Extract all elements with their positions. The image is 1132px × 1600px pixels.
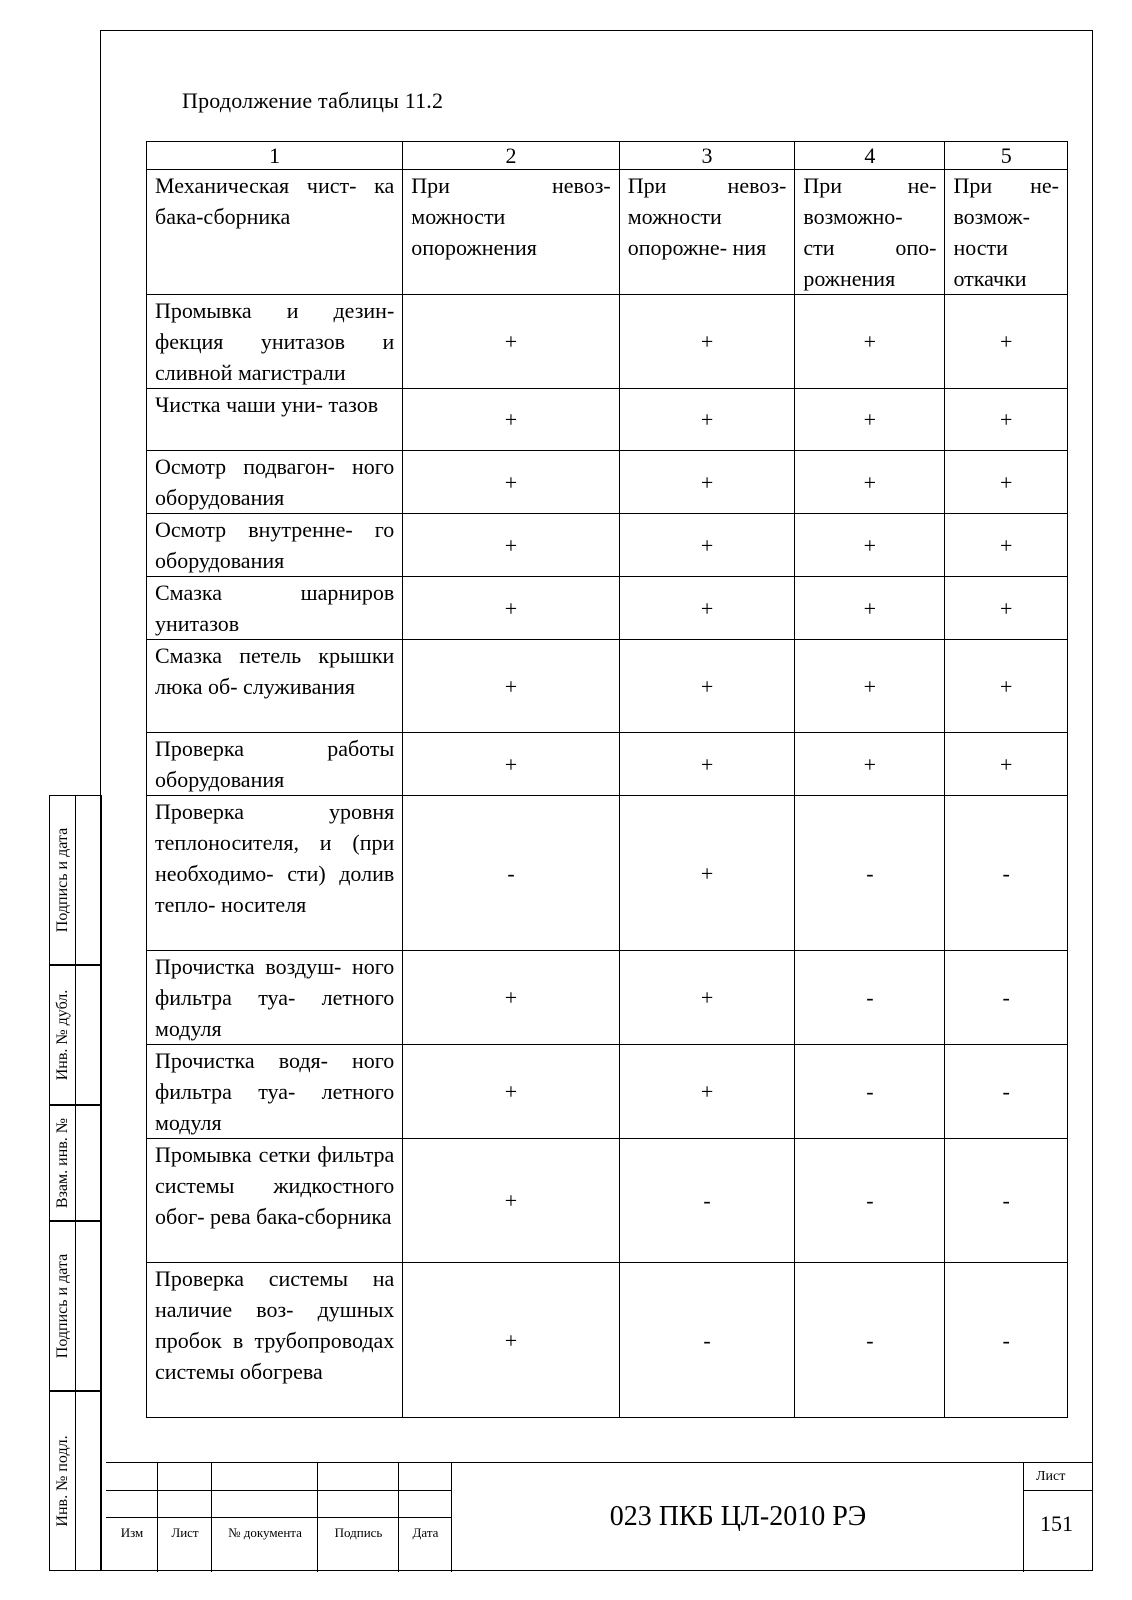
mark-cell: - <box>945 951 1068 1045</box>
table-row <box>147 1045 1068 1139</box>
mark-cell: + <box>945 577 1068 640</box>
mark-cell: + <box>619 796 795 951</box>
col-label-date: Дата <box>412 1525 439 1540</box>
table-header-row <box>147 142 1068 170</box>
mark-cell: - <box>795 1139 945 1263</box>
mark-cell: + <box>403 514 619 577</box>
table-row <box>147 1139 1068 1263</box>
mark-cell: + <box>795 514 945 577</box>
table-row <box>147 951 1068 1045</box>
operation-name-cell: Проверка уровня теплоносителя, и (при необходимо- сти) долив тепло- носителя <box>147 796 403 951</box>
header-cell-5: 5 <box>945 142 1068 170</box>
header-cell-2: 2 <box>403 142 619 170</box>
mark-cell: + <box>403 451 619 514</box>
mark-cell: При не- возмож- ности откачки <box>945 170 1068 295</box>
operation-name-cell: Чистка чаши уни- тазов <box>147 389 403 451</box>
side-strip-duplicate-inv <box>49 965 102 1105</box>
mark-cell: + <box>403 295 619 389</box>
operation-name-cell: Прочистка водя- ного фильтра туа- летного модуля <box>147 1045 403 1139</box>
mark-cell: + <box>403 951 619 1045</box>
mark-cell: + <box>619 514 795 577</box>
mark-cell: + <box>403 1045 619 1139</box>
table-caption: Продолжение таблицы 11.2 <box>182 88 444 113</box>
mark-cell: + <box>619 295 795 389</box>
mark-cell: При не- возможно- сти опо- рожнения <box>795 170 945 295</box>
mark-cell: - <box>945 1263 1068 1418</box>
side-label: Подпись и дата <box>53 1253 71 1359</box>
table-row <box>147 514 1068 577</box>
mark-cell: + <box>945 640 1068 733</box>
mark-cell: + <box>619 951 795 1045</box>
side-label: Инв. № подл. <box>53 1435 71 1527</box>
mark-cell: - <box>795 1045 945 1139</box>
mark-cell: - <box>945 1045 1068 1139</box>
mark-cell: - <box>795 796 945 951</box>
mark-cell: + <box>945 514 1068 577</box>
mark-cell: - <box>403 796 619 951</box>
col-label-document: № документа <box>228 1525 302 1540</box>
mark-cell: + <box>403 389 619 451</box>
mark-cell: + <box>619 733 795 796</box>
mark-cell: + <box>403 1263 619 1418</box>
maintenance-table <box>146 141 1068 1418</box>
mark-cell: - <box>945 796 1068 951</box>
col-label-change: Изм <box>120 1525 144 1540</box>
mark-cell: - <box>619 1139 795 1263</box>
table-row <box>147 170 1068 295</box>
side-label: Взам. инв. № <box>53 1117 71 1209</box>
mark-cell: + <box>945 451 1068 514</box>
side-strip-signature-date-1 <box>49 795 102 965</box>
mark-cell: + <box>945 295 1068 389</box>
document-number: 023 ПКБ ЦЛ-2010 РЭ <box>609 1501 867 1532</box>
mark-cell: + <box>619 640 795 733</box>
mark-cell: + <box>619 1045 795 1139</box>
mark-cell: + <box>403 1139 619 1263</box>
mark-cell: При невоз- можности опорожнения <box>403 170 619 295</box>
side-strip-replacement-inv <box>49 1105 102 1221</box>
mark-cell: + <box>619 389 795 451</box>
mark-cell: + <box>795 733 945 796</box>
operation-name-cell: Проверка работы оборудования <box>147 733 403 796</box>
operation-name-cell: Прочистка воздуш- ного фильтра туа- летного модуля <box>147 951 403 1045</box>
side-label: Инв. № дубл. <box>53 989 71 1081</box>
sheet-label: Лист <box>1036 1469 1066 1484</box>
col-label-signature: Подпись <box>334 1525 383 1540</box>
operation-name-cell: Промывка и дезин- фекция унитазов и сливной магистрали <box>147 295 403 389</box>
table-row <box>147 295 1068 389</box>
operation-name-cell: Механическая чист- ка бака-сборника <box>147 170 403 295</box>
mark-cell: + <box>403 577 619 640</box>
mark-cell: - <box>795 951 945 1045</box>
operation-name-cell: Смазка шарниров унитазов <box>147 577 403 640</box>
mark-cell: При невоз- можности опорожне- ния <box>619 170 795 295</box>
mark-cell: + <box>403 640 619 733</box>
operation-name-cell: Промывка сетки фильтра системы жидкостного обог- рева бака-сборника <box>147 1139 403 1263</box>
table-row <box>147 1263 1068 1418</box>
operation-name-cell: Проверка системы на наличие воз- душных пробок в трубопроводах системы обогрева <box>147 1263 403 1418</box>
table-row <box>147 577 1068 640</box>
side-label: Подпись и дата <box>53 827 71 933</box>
header-cell-1: 1 <box>147 142 403 170</box>
operation-name-cell: Смазка петель крышки люка об- служивания <box>147 640 403 733</box>
table-row <box>147 640 1068 733</box>
mark-cell: + <box>795 640 945 733</box>
mark-cell: + <box>619 451 795 514</box>
sheet-number: 151 <box>1040 1511 1073 1536</box>
mark-cell: + <box>795 451 945 514</box>
table-row <box>147 389 1068 451</box>
side-strip-signature-date-2 <box>49 1221 102 1391</box>
mark-cell: - <box>945 1139 1068 1263</box>
mark-cell: + <box>795 389 945 451</box>
table-row <box>147 733 1068 796</box>
side-strip-original-inv <box>49 1391 102 1571</box>
mark-cell: + <box>945 389 1068 451</box>
header-cell-4: 4 <box>795 142 945 170</box>
col-label-sheet: Лист <box>171 1525 199 1540</box>
table-row <box>147 796 1068 951</box>
mark-cell: - <box>795 1263 945 1418</box>
mark-cell: + <box>795 577 945 640</box>
mark-cell: + <box>403 733 619 796</box>
header-cell-3: 3 <box>619 142 795 170</box>
operation-name-cell: Осмотр внутренне- го оборудования <box>147 514 403 577</box>
mark-cell: + <box>795 295 945 389</box>
mark-cell: + <box>619 577 795 640</box>
mark-cell: + <box>945 733 1068 796</box>
table-row <box>147 451 1068 514</box>
title-block <box>106 1462 1093 1572</box>
operation-name-cell: Осмотр подвагон- ного оборудования <box>147 451 403 514</box>
mark-cell: - <box>619 1263 795 1418</box>
